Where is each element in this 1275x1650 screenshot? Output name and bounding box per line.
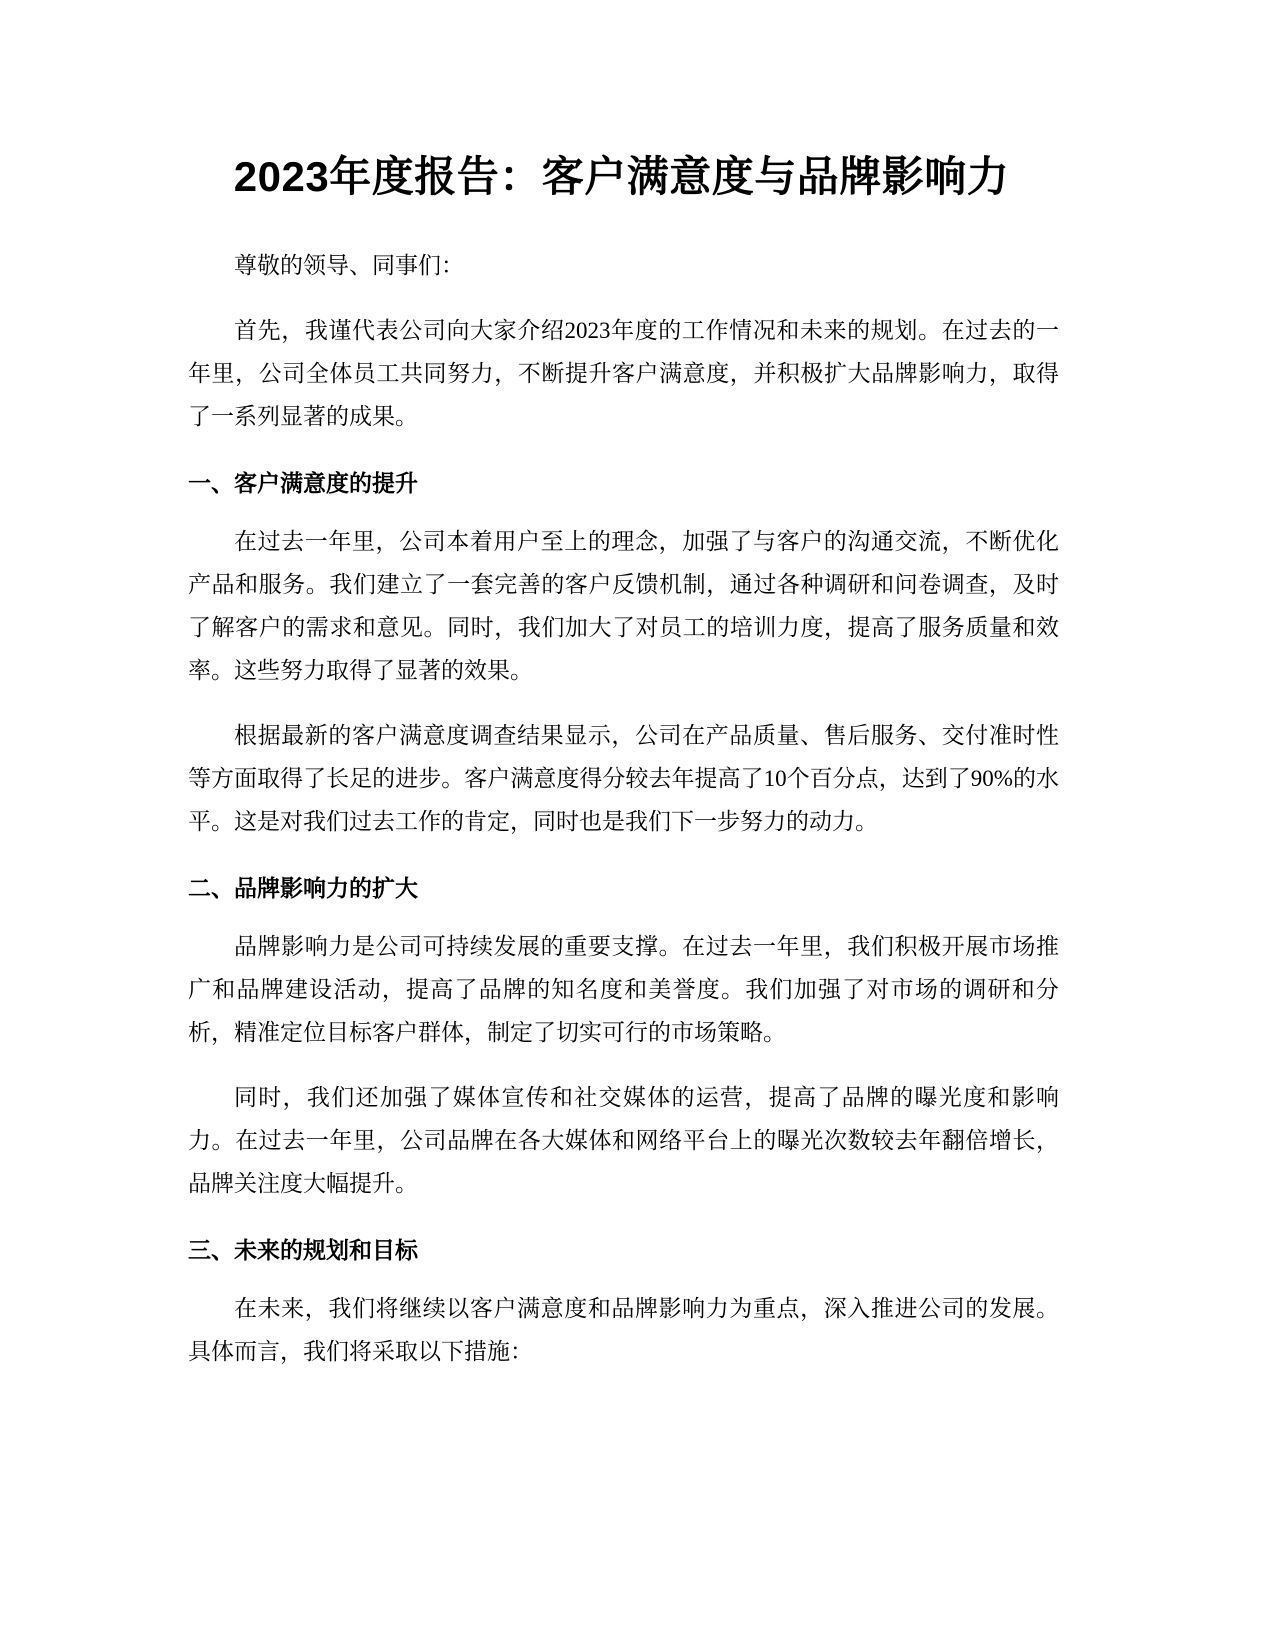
greeting: 尊敬的领导、同事们： <box>234 253 464 278</box>
section-2-paragraph-2: 同时，我们还加强了媒体宣传和社交媒体的运营，提高了品牌的曝光度和影响力。在过去一年里，公司品牌在各大媒体和网络平台上的曝光次数较去年翻倍增长，品牌关注度大幅提升。 <box>188 1085 1059 1196</box>
section-heading-future-plans: 三、未来的规划和目标 <box>188 1237 418 1263</box>
intro-paragraph: 首先，我谨代表公司向大家介绍2023年度的工作情况和未来的规划。在过去的一年里，公司全体员工共同努力，不断提升客户满意度，并积极扩大品牌影响力，取得了一系列显著的成果。 <box>188 318 1059 429</box>
section-3-paragraph-1: 在未来，我们将继续以客户满意度和品牌影响力为重点，深入推进公司的发展。具体而言，我们将采取以下措施： <box>188 1296 1059 1364</box>
document-title: 2023年度报告：客户满意度与品牌影响力 <box>233 153 1010 200</box>
section-1-paragraph-2: 根据最新的客户满意度调查结果显示，公司在产品质量、售后服务、交付准时性等方面取得了长足的进步。客户满意度得分较去年提高了10个百分点，达到了90%的水平。这是对我们过去工作的肯定，同时也是我们下一步努力的动力。 <box>188 723 1059 834</box>
section-heading-customer-satisfaction: 一、客户满意度的提升 <box>188 470 418 496</box>
section-2-paragraph-1: 品牌影响力是公司可持续发展的重要支撑。在过去一年里，我们积极开展市场推广和品牌建设活动，提高了品牌的知名度和美誉度。我们加强了对市场的调研和分析，精准定位目标客户群体，制定了切实可行的市场策略。 <box>188 934 1059 1045</box>
section-heading-brand-influence: 二、品牌影响力的扩大 <box>188 875 418 901</box>
section-1-paragraph-1: 在过去一年里，公司本着用户至上的理念，加强了与客户的沟通交流，不断优化产品和服务。我们建立了一套完善的客户反馈机制，通过各种调研和问卷调查，及时了解客户的需求和意见。同时，我们加大了对员工的培训力度，提高了服务质量和效率。这些努力取得了显著的效果。 <box>188 529 1059 683</box>
